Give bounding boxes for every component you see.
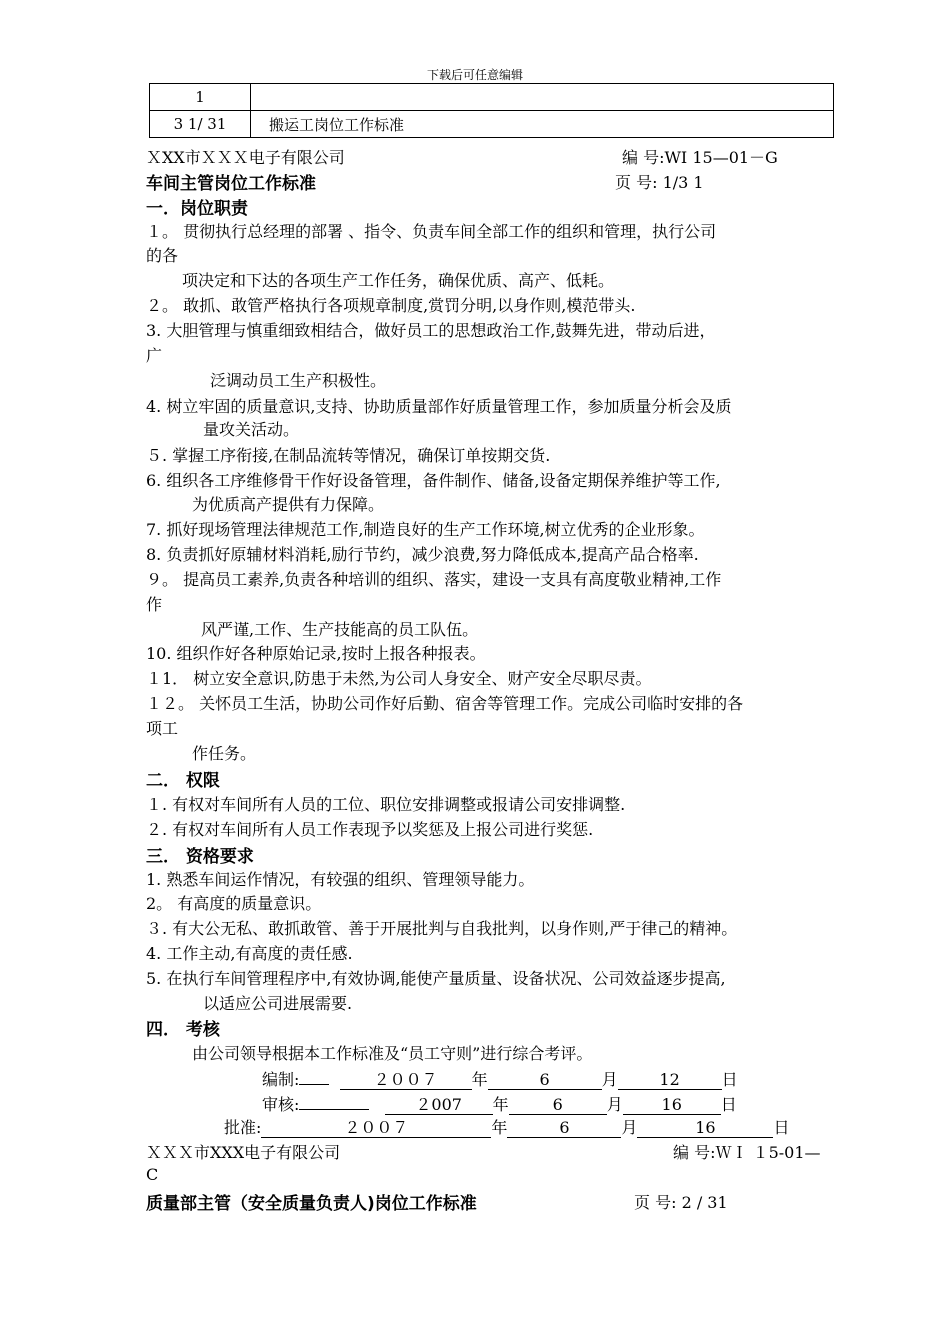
page-title: 车间主管岗位工作标准 (146, 174, 316, 194)
reviewed-label: 审核: (262, 1095, 300, 1114)
table-row (150, 84, 834, 111)
list-item: 广 (146, 346, 163, 365)
list-item: 8. 负责抓好原辅材料消耗,励行节约，减少浪费,努力降低成本,提高产品合格率. (146, 545, 699, 564)
assessment-text: 由公司领导根据本工作标准及“员工守则”进行综合考评。 (192, 1044, 593, 1063)
signature-row-reviewed (262, 1091, 737, 1115)
list-item: ２。 敢抓、敢管严格执行各项规章制度,赏罚分明,以身作则,模范带头. (146, 296, 636, 315)
list-item: 项工 (146, 719, 179, 738)
page-number: 页 号: 1/3 1 (615, 173, 704, 192)
year-label: 年 (471, 1070, 488, 1089)
company-name: ＸＸＸ市XXX电子有限公司 (146, 1143, 341, 1162)
day-value: 16 (623, 1096, 721, 1115)
list-item: 2。 有高度的质量意识。 (146, 894, 322, 913)
year-value: ２００７ (261, 1119, 491, 1138)
list-item: 4. 树立牢固的质量意识,支持、协助质量部作好质量管理工作，参加质量分析会及质 (146, 397, 732, 416)
month-value: 6 (507, 1119, 621, 1138)
month-label: 月 (601, 1070, 618, 1089)
list-item: 6. 组织各工序维修骨干作好设备管理，备件制作、储备,设备定期保养维护等工作, (146, 471, 721, 490)
table-row (150, 111, 834, 138)
year-label: 年 (492, 1095, 509, 1114)
day-label: 日 (773, 1118, 790, 1137)
reviewer-name-blank (299, 1091, 369, 1110)
list-item: 以适应公司进展需要. (203, 994, 353, 1013)
day-label: 日 (721, 1070, 738, 1089)
list-item: 为优质高产提供有力保障。 (192, 495, 385, 514)
month-label: 月 (621, 1118, 638, 1137)
list-item: ９。 提高员工素养,负责各种培训的组织、落实，建设一支具有高度敬业精神,工作 (146, 570, 722, 589)
list-item: 作任务。 (192, 744, 257, 763)
month-value: 6 (488, 1071, 602, 1090)
list-item: １２。 关怀员工生活，协助公司作好后勤、宿舍等管理工作。完成公司临时安排的各 (146, 694, 744, 713)
month-label: 月 (606, 1095, 623, 1114)
prepared-name-blank (299, 1066, 329, 1085)
document-code-continued: C (146, 1165, 159, 1184)
list-item: 1. 熟悉车间运作情况，有较强的组织、管理领导能力。 (146, 870, 535, 889)
year-value: ２007 (385, 1096, 493, 1115)
section-heading: 一．岗位职责 (146, 199, 248, 219)
signature-row-prepared (262, 1066, 738, 1090)
list-item: １。 贯彻执行总经理的部署 、指令、负责车间全部工作的组织和管理，执行公司 (146, 222, 717, 241)
list-item: 4. 工作主动,有高度的责任感. (146, 944, 353, 963)
list-item: 10. 组织作好各种原始记录,按时上报各种报表。 (146, 644, 486, 663)
table-cell: 搬运工岗位工作标准 (251, 111, 834, 138)
day-value: 16 (637, 1119, 773, 1138)
list-item: 泛调动员工生产积极性。 (210, 371, 387, 390)
signature-row-approved (224, 1115, 789, 1138)
prepared-label: 编制: (262, 1070, 300, 1089)
document-code: 编 号:WI 15—01－G (622, 148, 778, 167)
list-item: 风严谨,工作、生产技能高的员工队伍。 (201, 620, 479, 639)
list-item: ５. 掌握工序衔接,在制品流转等情况，确保订单按期交货. (146, 446, 551, 465)
month-value: 6 (509, 1096, 607, 1115)
section-heading: 二． 权限 (146, 771, 220, 791)
company-name: ＸXX市ＸＸＸ电子有限公司 (146, 148, 345, 167)
table-cell (251, 84, 834, 111)
list-item: 的各 (146, 246, 179, 265)
day-value: 12 (618, 1071, 722, 1090)
list-item: １1． 树立安全意识,防患于未然,为公司人身安全、财产安全尽职尽责。 (146, 669, 652, 688)
header-table (149, 83, 834, 138)
list-item: 作 (146, 595, 163, 614)
list-item: ３. 有大公无私、敢抓敢管、善于开展批判与自我批判，以身作则,严于律己的精神。 (146, 919, 738, 938)
list-item: １. 有权对车间所有人员的工位、职位安排调整或报请公司安排调整. (146, 795, 626, 814)
table-cell: 1 (150, 84, 251, 111)
year-value: ２００７ (340, 1071, 472, 1090)
page-title: 质量部主管（安全质量负责人)岗位工作标准 (146, 1194, 477, 1214)
list-item: 量攻关活动。 (203, 420, 300, 439)
day-label: 日 (720, 1095, 737, 1114)
section-heading: 三． 资格要求 (146, 847, 254, 867)
approved-label: 批准: (224, 1118, 262, 1137)
list-item: 项决定和下达的各项生产工作任务，确保优质、高产、低耗。 (182, 271, 615, 290)
section-heading: 四． 考核 (146, 1020, 220, 1040)
top-note: 下载后可任意编辑 (426, 68, 523, 82)
list-item: 3. 大胆管理与慎重细致相结合，做好员工的思想政治工作,鼓舞先进，带动后进， (146, 321, 716, 340)
document-code: 编 号:ＷＩ １5-01— (673, 1143, 821, 1162)
table-cell: 3 1/ 31 (150, 111, 251, 138)
list-item: ２. 有权对车间所有人员工作表现予以奖惩及上报公司进行奖惩. (146, 820, 594, 839)
year-label: 年 (491, 1118, 508, 1137)
list-item: 7. 抓好现场管理法律规范工作,制造良好的生产工作环境,树立优秀的企业形象。 (146, 520, 705, 539)
page-number: 页 号: 2 / 31 (634, 1193, 728, 1212)
list-item: 5. 在执行车间管理程序中,有效协调,能使产量质量、设备状况、公司效益逐步提高, (146, 969, 726, 988)
